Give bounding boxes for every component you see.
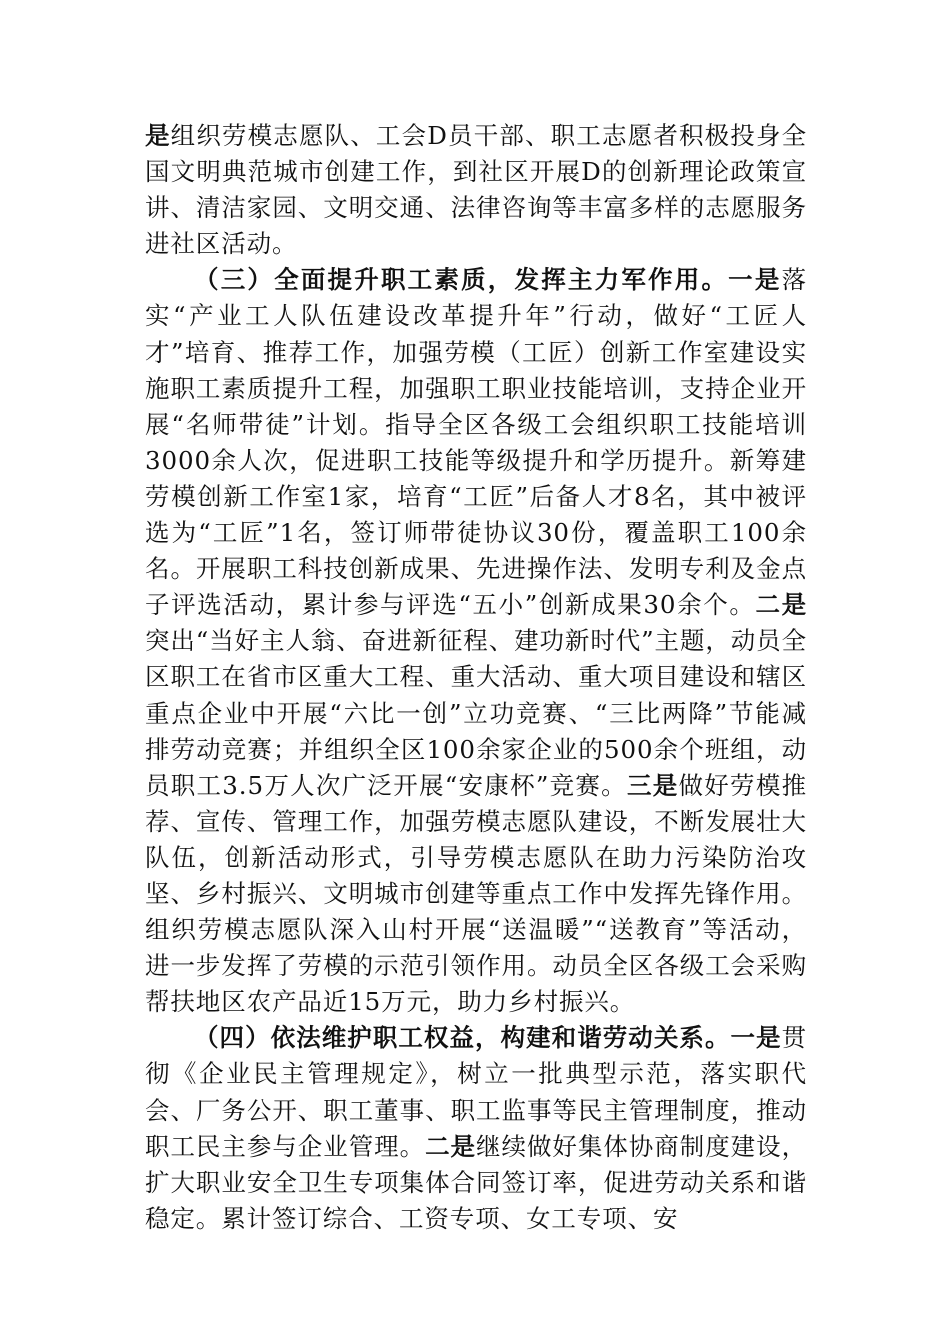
document-page [145,118,807,1237]
paragraph-text: 贯彻《企业民主管理规定》，树立一批典型示范，落实职代会、厂务公开、职工董事、职工监事等民主管理制度，推动职工民主参与企业管理。 [145,1023,807,1161]
paragraph-text: 突出“当好主人翁、奋进新征程、建功新时代”主题，动员全区职工在省市区重大工程、重大活动、重大项目建设和辖区重点企业中开展“六比一创”立功竞赛、“三比两降”节能减排劳动竞赛；并组织全区100余家企业的500余个班组，动员职工3.5万人次广泛开展“安康杯”竞赛。 [145,626,807,800]
paragraph-text: 做好劳模推荐、宣传、管理工作，加强劳模志愿队建设，不断发展壮大队伍，创新活动形式，引导劳模志愿队在助力污染防治攻坚、乡村振兴、文明城市创建等重点工作中发挥先锋作用。组织劳模志愿队深入山村开展“送温暖”“送教育”等活动，进一步发挥了劳模的示范引领作用。动员全区各级工会采购帮扶地区农产品近15万元，助力乡村振兴。 [145,770,807,1017]
paragraph-text: 继续做好集体协商制度建设，扩大职业安全卫生专项集体合同签订率，促进劳动关系和谐稳定。累计签订综合、工资专项、女工专项、安 [145,1131,807,1233]
bold-lead-three: 三是 [626,770,679,800]
section-heading-four: （四）依法维护职工权益，构建和谐劳动关系。一是 [194,1023,782,1053]
bold-lead: 是 [145,121,171,150]
paragraph-section-four [145,1020,807,1237]
bold-lead-two: 二是 [425,1131,477,1161]
paragraph-text: 组织劳模志愿队、工会D员干部、职工志愿者积极投身全国文明典范城市创建工作，到社区开展D的创新理论政策宣讲、清洁家园、文明交通、法律咨询等丰富多样的志愿服务进社区活动。 [145,121,808,259]
bold-lead-two: 二是 [755,590,807,620]
paragraph-volunteer-service [145,118,807,262]
section-heading-three: （三）全面提升职工素质，发挥主力军作用。一是 [194,265,782,295]
paragraph-section-three [145,262,807,1020]
paragraph-text: 落实“产业工人队伍建设改革提升年”行动，做好“工匠人才”培育、推荐工作，加强劳模（工匠）创新工作室建设实施职工素质提升工程，加强职工职业技能培训，支持企业开展“名师带徒”计划。指导全区各级工会组织职工技能培训3000余人次，促进职工技能等级提升和学历提升。新筹建劳模创新工作室1家，培育“工匠”后备人才8名，其中被评选为“工匠”1名，签订师带徒协议30份，覆盖职工100余名。开展职工科技创新成果、先进操作法、发明专利及金点子评选活动，累计参与评选“五小”创新成果30余个。 [145,265,807,620]
